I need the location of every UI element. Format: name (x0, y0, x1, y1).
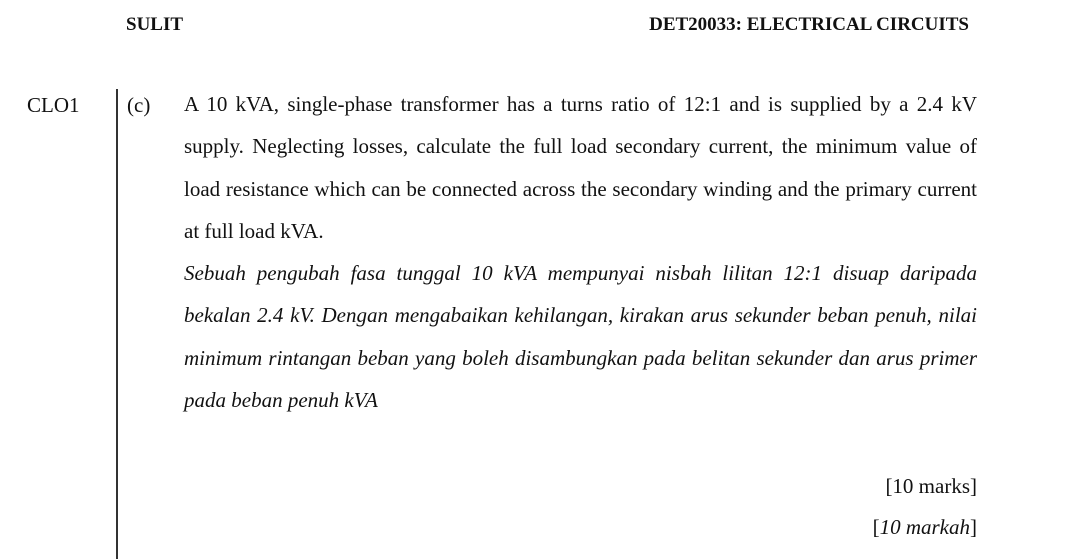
marks-malay-open-bracket: [ (872, 515, 880, 539)
clo-label: CLO1 (27, 93, 80, 117)
marks-malay-text: 10 markah (879, 515, 970, 539)
question-text-malay: Sebuah pengubah fasa tunggal 10 kVA mempunyai nisbah lilitan 12:1 disuap daripada bekalan 2.4 kV. Dengan mengabaikan kehilangan, kirakan arus sekunder beban penuh, nilai minimum rintangan beban yang boleh disambungkan pada belitan sekunder dan arus primer pada beban penuh kVA (184, 261, 977, 412)
header-left-sulit: SULIT (126, 14, 184, 35)
question-text-english: A 10 kVA, single-phase transformer has a turns ratio of 12:1 and is supplied by a 2.4 kV supply. Neglecting losses, calculate the full load secondary current, the minimum value of load resistance which can be connected across the secondary winding and the primary current at full load kVA. (184, 92, 977, 243)
header-course-title: DET20033: ELECTRICAL CIRCUITS (649, 14, 969, 35)
question-part-label: (c) (127, 93, 151, 117)
marks-malay (873, 514, 977, 540)
marks-malay-close-bracket: ] (970, 515, 977, 539)
margin-divider-line (116, 89, 118, 559)
marks-english: [10 marks] (885, 474, 977, 498)
